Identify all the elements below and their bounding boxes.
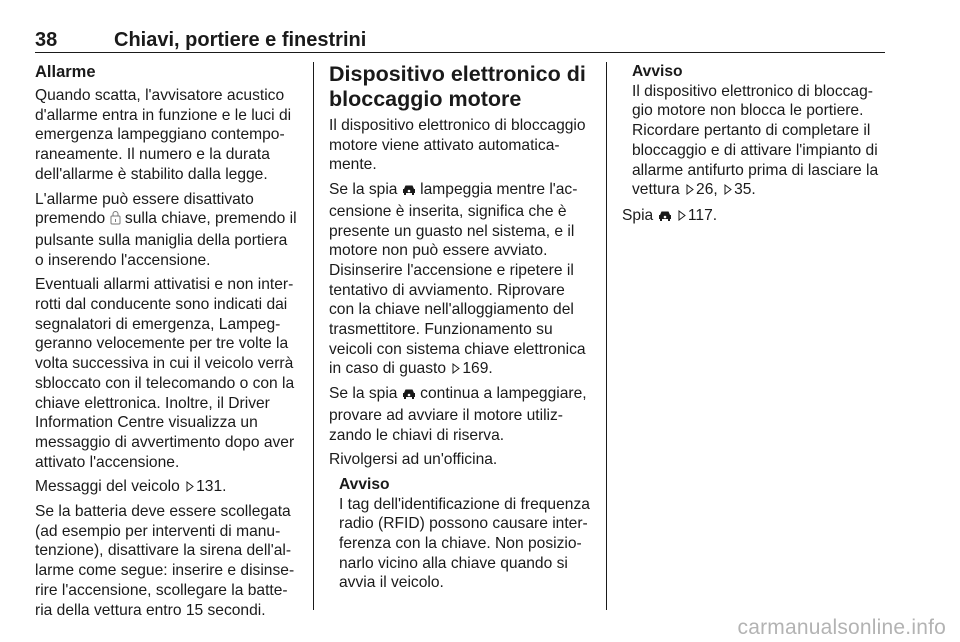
page-ref-link[interactable]: 26, xyxy=(696,181,718,199)
column-2 xyxy=(329,62,596,593)
paragraph-battery-disconnect: Se la batteria deve essere scollegata (ad esempio per interventi di manu- tenzione), disattivare la sirena dell'al- larme come segue: inserire e disinse- rire l'accensione, scollegare la batte- ria della vettura entro 15 secondi. xyxy=(35,503,295,619)
column-3 xyxy=(622,62,890,233)
paragraph-workshop: Rivolgersi ad un'officina. xyxy=(329,451,498,469)
page-header xyxy=(35,27,885,53)
page-ref-link[interactable]: 117. xyxy=(687,206,718,224)
column-divider-1 xyxy=(313,62,314,610)
paragraph-immobiliser-continuous: Se la spia continua a lampeggiare, provare ad avviare il motore utiliz- zando le chiavi di riserva. xyxy=(329,385,587,444)
lock-key-icon xyxy=(110,210,121,231)
section-heading-allarme: Allarme xyxy=(35,63,96,81)
page-title: Chiavi, portiere e finestrini xyxy=(114,29,367,51)
reference-arrow-icon[interactable] xyxy=(452,363,460,374)
reference-arrow-icon[interactable] xyxy=(724,184,732,195)
paragraph-alarm-deactivate: L'allarme può essere disattivato premendo sulla chiave, premendo il pulsante sulla maniglia della portiera o inserendo l'accensione. xyxy=(35,190,297,269)
page-number: 38 xyxy=(35,29,58,51)
paragraph-alarm-trigger: Quando scatta, l'avvisatore acustico d'allarme entra in funzione e le luci di emergenza lampeggiano contempo- raneamente. Il numero e la durata dell'allarme è stabilito dalla legge. xyxy=(35,87,292,183)
immobiliser-car-key-icon xyxy=(402,182,416,202)
column-divider-2 xyxy=(606,62,607,610)
notice-title: Avviso xyxy=(339,475,390,493)
page-ref-link[interactable]: 131. xyxy=(196,478,227,496)
watermark: carmanualsonline.info xyxy=(737,616,946,639)
page-ref-link[interactable]: 35. xyxy=(734,181,756,199)
paragraph-vehicle-messages: Messaggi del veicolo 131. xyxy=(35,478,227,496)
column-1 xyxy=(35,62,302,625)
immobiliser-car-key-icon xyxy=(658,208,672,228)
section-heading-immobiliser: Dispositivo elettronico di bloccaggio motore xyxy=(329,62,586,111)
reference-arrow-icon[interactable] xyxy=(678,210,686,221)
notice-rfid: Avviso I tag dell'identificazione di frequenza radio (RFID) possono causare inter- ferenza con la chiave. Non posizio- narlo vicino alla chiave quando si avvia il veicolo. xyxy=(329,475,596,593)
immobiliser-car-key-icon xyxy=(402,386,416,406)
paragraph-alarm-events: Eventuali allarmi attivatisi e non inter- rotti dal conducente sono indicati dai segnalatori di emergenza, Lampeg- geranno velocemente per tre volte la volta successiva in cui il veicolo verrà sbloccato con il telecomando o con la chiave elettronica. Inoltre, il Driver Information Centre visualizza un messaggio di avvertimento dopo aver attivato l'accensione. xyxy=(35,276,295,471)
notice-title: Avviso xyxy=(632,63,683,80)
reference-arrow-icon[interactable] xyxy=(186,481,194,492)
paragraph-immobiliser-fault: Se la spia lampeggia mentre l'ac- censione è inserita, significa che è presente un guasto nel sistema, e il motore non può essere avviato. Disinserire l'accensione e ripetere il tentativo di avviamento. Riprovare con la chiave nell'alloggiamento del trasmettitore. Funzionamento su veicoli con sistema chiave elettronica in caso di guasto 169. xyxy=(329,181,586,378)
reference-arrow-icon[interactable] xyxy=(686,184,694,195)
paragraph-immobiliser-auto: Il dispositivo elettronico di bloccaggio motore viene attivato automatica- mente. xyxy=(329,117,586,174)
page-ref-link[interactable]: 169. xyxy=(462,360,493,378)
paragraph-spia: Spia 117. xyxy=(622,206,890,228)
notice-immobiliser: Avviso Il dispositivo elettronico di bloccag- gio motore non blocca le portiere. Ricordare pertanto di completare il bloccaggio e di attivare l'impianto di allarme antifurto prima di lasciare la vettura 26, 35. xyxy=(622,62,890,200)
